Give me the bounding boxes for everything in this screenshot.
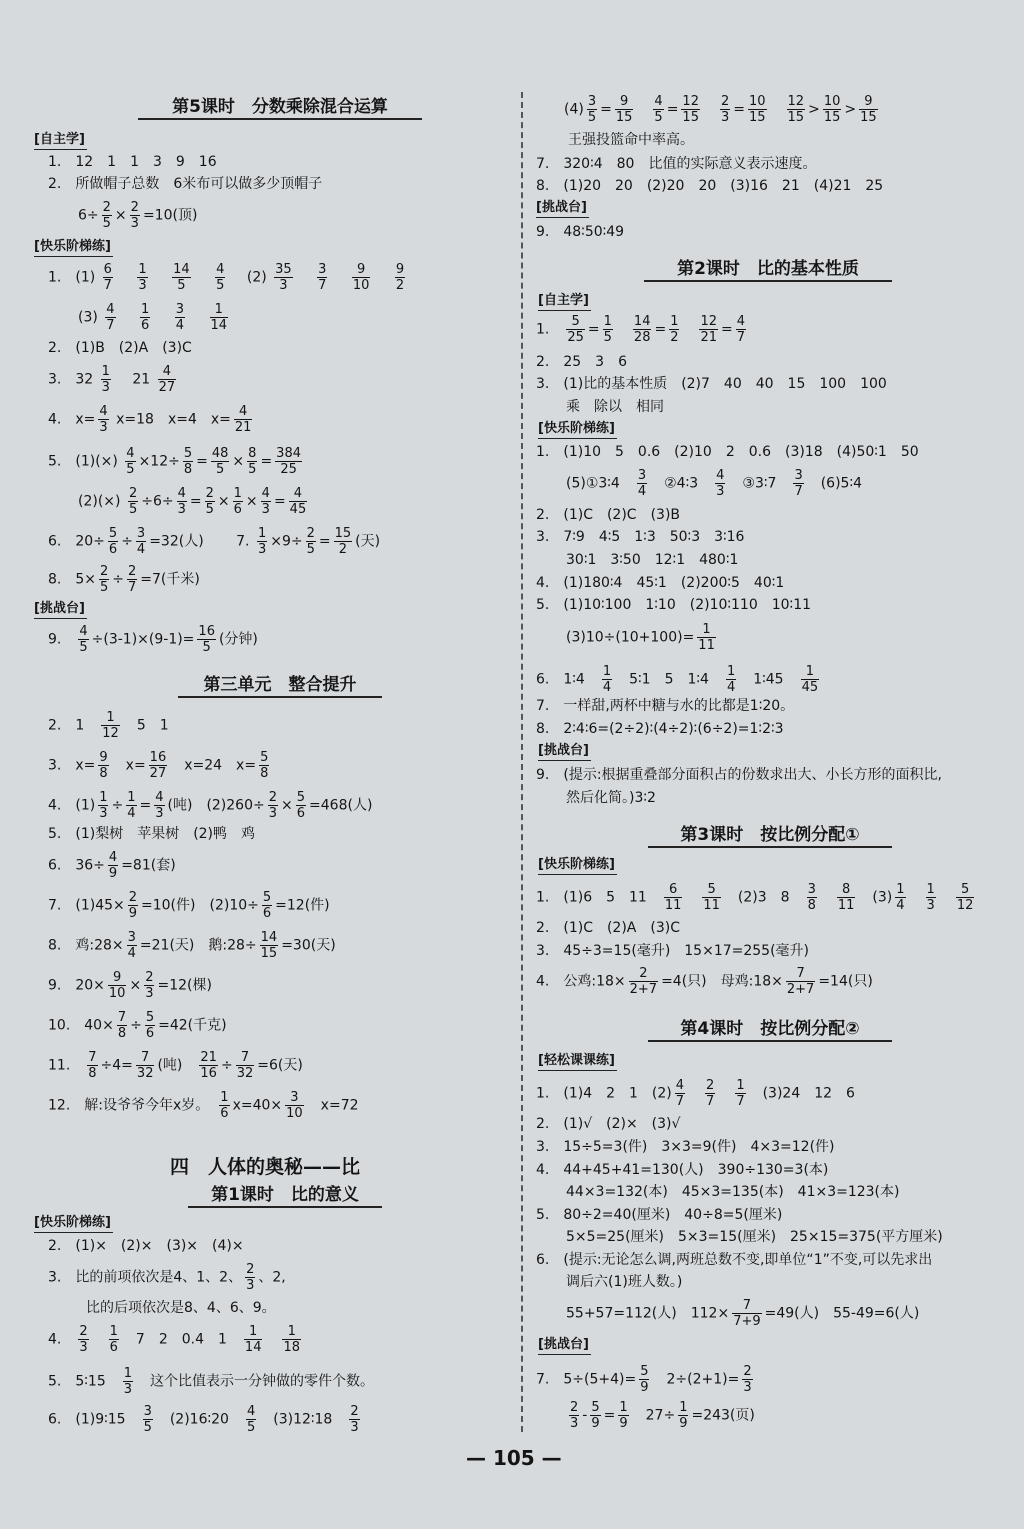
u4-a5: 5. 5∶15 $\frac{1}{3}$ 这个比值表示一分钟做的零件个数。 [48,1366,375,1397]
l4-t7b: $\frac{2}{3}$ - $\frac{5}{9}$ = $\frac{1}{9}$ 27÷ $\frac{1}{9}$ =243(页) [570,1400,755,1431]
r-top-tiaozhan: [挑战台] [536,199,589,218]
l4-section-qingsong: [轻松课课练] [538,1052,617,1071]
l3-k2: 2. (1)C (2)A (3)C [536,920,680,936]
l4-section-tiaozhan: [挑战台] [538,1336,591,1355]
l3-section-kuaile: [快乐阶梯练] [538,856,617,875]
l2-k1b: (5)①3∶4 $\frac{3}{4}$ ②4∶3 $\frac{4}{3}$ ③3∶7 $\frac{3}{7}$ (6)5∶4 [566,468,863,499]
l5-k1b: (3) $\frac{4}{7}$ $\frac{1}{6}$ $\frac{3}{4}$ $\frac{1}{14}$ [78,302,228,333]
l2-k5a: 5. (1)10∶100 1∶10 (2)10∶110 10∶11 [536,597,812,613]
lesson2-title: 第2课时 比的基本性质 [644,254,892,282]
u4-a3b: 比的后项依次是8、4、6、9。 [86,1300,276,1316]
l4-q6b: 调后六(1)班人数。) [566,1274,683,1290]
section-tiaozhan: [挑战台] [34,600,87,619]
l5-k5b: (2)(×) $\frac{2}{5}$ ÷6÷ $\frac{4}{3}$ = $\frac{2}{5}$ × $\frac{1}{6}$ × $\frac{4}{3}$ = $\frac{4}{45}$ [78,486,307,517]
l4-q3: 3. 15÷5=3(件) 3×3=9(件) 4×3=12(件) [536,1139,835,1155]
l2-k6: 6. 1∶4 $\frac{1}{4}$ 5∶1 5 1∶4 $\frac{1}{4}$ 1∶45 $\frac{1}{45}$ [536,664,819,695]
l2-z1: 1. $\frac{5}{25}$ = $\frac{1}{5}$ $\frac{14}{28}$ = $\frac{1}{2}$ $\frac{12}{21}$ = $\frac{4}{7}$ [536,314,746,345]
l5-t9: 9. $\frac{4}{5}$ ÷(3-1)×(9-1)= $\frac{16}{5}$ (分钟) [48,624,258,655]
section-kuaile: [快乐阶梯练] [34,238,113,257]
l2-t9a: 9. (提示:根据重叠部分面积占的份数求出大、小长方形的面积比, [536,767,942,783]
u3-9: 9. 20× $\frac{9}{10}$ × $\frac{2}{3}$ =12(棵) [48,970,212,1001]
l5-k6-k7: 6. 20÷ $\frac{5}{6}$ ÷ $\frac{3}{4}$ =32(人) 7. $\frac{1}{3}$ ×9÷ $\frac{2}{5}$ = $\frac{15}{2}$ (天) [48,526,381,557]
l4-q5a: 5. 80÷2=40(厘米) 40÷8=5(厘米) [536,1207,783,1223]
l4-t7a: 7. 5÷(5+4)= $\frac{5}{9}$ 2÷(2+1)= $\frac{2}{3}$ [536,1364,752,1395]
l4-q6a: 6. (提示:无论怎么调,两班总数不变,即单位“1”不变,可以先求出 [536,1252,933,1268]
r-top-9: 9. 48∶50∶49 [536,224,625,240]
column-divider [521,92,523,1432]
l2-k4: 4. (1)180∶4 45∶1 (2)200∶5 40∶1 [536,575,785,591]
right-column [528,0,1024,1529]
l2-k5b: (3)10÷(10+100)= $\frac{1}{11}$ [566,622,715,653]
r-top-7: 7. 320∶4 80 比值的实际意义表示速度。 [536,156,817,172]
l4-q4b: 44×3=132(本) 45×3=135(本) 41×3=123(本) [566,1184,900,1200]
l3-k4: 4. 公鸡:18× $\frac{2}{2+7}$ =4(只) 母鸡:18× $\frac{7}{2+7}$ =14(只) [536,966,873,997]
u4-a3a: 3. 比的前项依次是4、1、2、 $\frac{2}{3}$ 、2, [48,1262,286,1293]
l4-q2: 2. (1)√ (2)× (3)√ [536,1116,681,1132]
l2-t9b: 然后化简。)3∶2 [566,790,656,806]
l5-k3: 3. 32 $\frac{1}{3}$ 21 $\frac{4}{27}$ [48,364,176,395]
l2-k7: 7. 一样甜,两杯中糖与水的比都是1∶20。 [536,698,795,714]
u3-11: 11. $\frac{7}{8}$ ÷4= $\frac{7}{32}$ (吨) $\frac{21}{16}$ ÷ $\frac{7}{32}$ =6(天) [48,1050,303,1081]
l2-section-zizhu: [自主学] [538,292,591,311]
u4-a4: 4. $\frac{2}{3}$ $\frac{1}{6}$ 7 2 0.4 1 $\frac{1}{14}$ $\frac{1}{18}$ [48,1324,301,1355]
l3-k3: 3. 45÷3=15(毫升) 15×17=255(毫升) [536,943,810,959]
l2-section-tiaozhan: [挑战台] [538,742,591,761]
u4-section-kuaile: [快乐阶梯练] [34,1214,113,1233]
l4-q1: 1. (1)4 2 1 (2) $\frac{4}{7}$ $\frac{2}{7}$ $\frac{1}{7}$ (3)24 12 6 [536,1078,855,1109]
u3-12: 12. 解:设爷爷今年x岁。 $\frac{1}{6}$ x=40× $\frac{3}{10}$ x=72 [48,1090,359,1121]
l2-k8: 8. 2∶4∶6=(2÷2)∶(4÷2)∶(6÷2)=1∶2∶3 [536,721,784,737]
u3-5: 5. (1)梨树 苹果树 (2)鸭 鸡 [48,826,256,842]
unit4-lesson1-title: 第1课时 比的意义 [188,1180,382,1208]
lesson5-title: 第5课时 分数乘除混合运算 [138,92,422,120]
l5-k5a: 5. (1)(×) $\frac{4}{5}$ ×12÷ $\frac{5}{8}$ = $\frac{48}{5}$ × $\frac{8}{5}$ = $\frac{384}{25}$ [48,446,301,477]
r-top-4b: 王强投篮命中率高。 [568,132,694,148]
l4-q6c: 55+57=112(人) 112× $\frac{7}{7+9}$ =49(人) 55-49=6(人) [566,1298,920,1329]
l2-z3a: 3. (1)比的基本性质 (2)7 40 40 15 100 100 [536,376,887,392]
r-top-8: 8. (1)20 20 (2)20 20 (3)16 21 (4)21 25 [536,178,884,194]
l5-k4: 4. x= $\frac{4}{3}$ x=18 x=4 x= $\frac{4}{21}$ [48,404,252,435]
l4-q5b: 5×5=25(厘米) 5×3=15(厘米) 25×15=375(平方厘米) [566,1229,943,1245]
l3-k1: 1. (1)6 5 11 $\frac{6}{11}$ $\frac{5}{11}$ (2)3 8 $\frac{3}{8}$ $\frac{8}{11}$ (3) $\frac{1}{4}$ $\frac{1}{3}$ $\frac{5}{12}$ [536,882,974,913]
u4-a2: 2. (1)× (2)× (3)× (4)× [48,1238,244,1254]
l5-item-2: 2. 所做帽子总数 6米布可以做多少顶帽子 [48,176,323,192]
l5-item-2-calc: 6÷ $\frac{2}{5}$ × $\frac{2}{3}$ =10(顶) [78,200,198,231]
u3-10: 10. 40× $\frac{7}{8}$ ÷ $\frac{5}{6}$ =42(千克) [48,1010,227,1041]
l4-q4a: 4. 44+45+41=130(人) 390÷130=3(本) [536,1162,829,1178]
l2-z2: 2. 25 3 6 [536,354,627,370]
l2-k2: 2. (1)C (2)C (3)B [536,507,681,523]
l2-k3b: 30∶1 3∶50 12∶1 480∶1 [566,552,739,568]
l5-k1a: 1. (1) $\frac{6}{7}$ $\frac{1}{3}$ $\frac{14}{5}$ $\frac{4}{5}$ (2) $\frac{35}{3}$ $\frac{3}{7}$ $\frac{9}{10}$ $\frac{9}{2}$ [48,262,405,293]
u3-3: 3. x= $\frac{9}{8}$ x= $\frac{16}{27}$ x=24 x= $\frac{5}{8}$ [48,750,269,781]
page-number: — 105 — [466,1446,562,1470]
u3-4: 4. (1) $\frac{1}{3}$ ÷ $\frac{1}{4}$ = $\frac{4}{3}$ (吨) (2)260÷ $\frac{2}{3}$ × $\frac{5}{6}$ =468(人) [48,790,373,821]
r-top-4: (4) $\frac{3}{5}$ = $\frac{9}{15}$ $\frac{4}{5}$ = $\frac{12}{15}$ $\frac{2}{3}$ = $\frac{10}{15}$ $\frac{12}{15}$ > $\frac{10}{15}$ > $\frac{9}{15}$ [564,94,877,125]
section-zizhu: [自主学] [34,131,87,150]
u4-a6: 6. (1)9∶15 $\frac{3}{5}$ (2)16∶20 $\frac{4}{5}$ (3)12∶18 $\frac{2}{3}$ [48,1404,359,1435]
l2-k3a: 3. 7∶9 4∶5 1∶3 50∶3 3∶16 [536,529,745,545]
u3-7: 7. (1)45× $\frac{2}{9}$ =10(件) (2)10÷ $\frac{5}{6}$ =12(件) [48,890,330,921]
l2-z3b: 乘 除以 相同 [566,399,664,415]
l2-k1a: 1. (1)10 5 0.6 (2)10 2 0.6 (3)18 (4)50∶1 50 [536,444,919,460]
u3-6: 6. 36÷ $\frac{4}{9}$ =81(套) [48,850,176,881]
u3-8: 8. 鸡:28× $\frac{3}{4}$ =21(天) 鹅:28÷ $\frac{14}{15}$ =30(天) [48,930,336,961]
l5-k2: 2. (1)B (2)A (3)C [48,340,192,356]
lesson3-title: 第3课时 按比例分配① [648,820,892,848]
u3-2: 2. 1 $\frac{1}{12}$ 5 1 [48,710,169,741]
unit3-title: 第三单元 整合提升 [178,670,382,698]
l2-section-kuaile: [快乐阶梯练] [538,420,617,439]
l5-item-1: 1. 12 1 1 3 9 16 [48,154,217,170]
unit4-title: 四 人体的奥秘——比 [170,1156,361,1178]
l5-k8: 8. 5× $\frac{2}{5}$ ÷ $\frac{2}{7}$ =7(千米) [48,564,200,595]
lesson4-title: 第4课时 按比例分配② [648,1014,892,1042]
